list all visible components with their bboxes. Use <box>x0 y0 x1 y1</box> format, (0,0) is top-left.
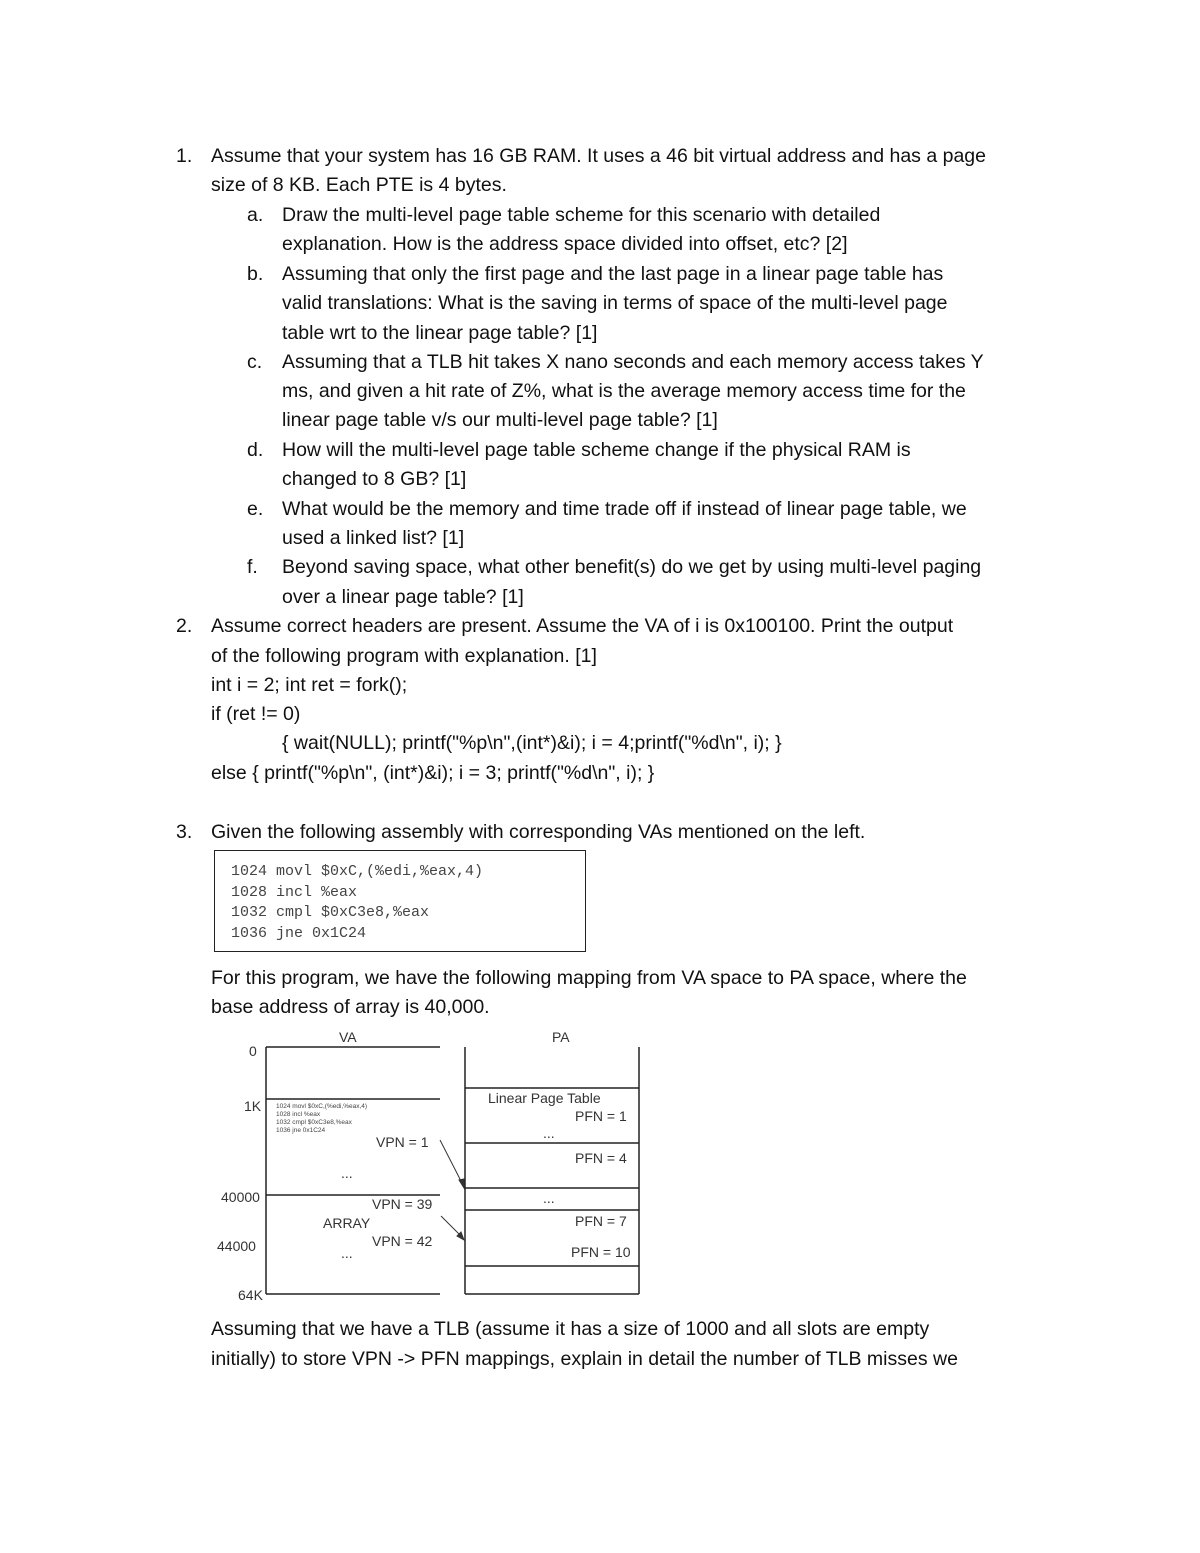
va-label-0: 0 <box>249 1043 257 1059</box>
q2-text-line1: Assume correct headers are present. Assume the VA of i is 0x100100. Print the output <box>211 615 954 637</box>
assembly-line: 1024 movl $0xC,(%edi,%eax,4) <box>231 863 484 880</box>
q1a-line1: Draw the multi-level page table scheme for this scenario with detailed <box>282 204 881 226</box>
mini-code-line: 1028 incl %eax <box>276 1111 321 1118</box>
q3-number: 3. <box>176 821 193 843</box>
q1b-line2: valid translations: What is the saving in terms of space of the multi-level page <box>282 292 948 314</box>
q1c-line2: ms, and given a hit rate of Z%, what is the average memory access time for the <box>282 380 966 402</box>
q1d-letter: d. <box>247 439 264 461</box>
pa-title: PA <box>552 1029 570 1045</box>
arrow-vpn39-to-pfn7 <box>441 1216 461 1236</box>
q1d-line1: How will the multi-level page table scheme change if the physical RAM is <box>282 439 911 461</box>
q1c-line3: linear page table v/s our multi-level page table? [1] <box>282 409 718 431</box>
q2-code-line2: if (ret != 0) <box>211 703 301 725</box>
arrow-head-icon <box>459 1179 464 1188</box>
assembly-line: 1028 incl %eax <box>231 884 358 901</box>
q1b-letter: b. <box>247 263 264 285</box>
q1e-line2: used a linked list? [1] <box>282 527 465 549</box>
va-space-box <box>266 1047 440 1294</box>
q1-number: 1. <box>176 145 193 167</box>
array-label: ARRAY <box>323 1215 371 1231</box>
assembly-line: 1032 cmpl $0xC3e8,%eax <box>231 904 430 921</box>
q1a-letter: a. <box>247 204 264 226</box>
q3-mapping-line2: base address of array is 40,000. <box>211 996 490 1018</box>
q1a-line2: explanation. How is the address space divided into offset, etc? [2] <box>282 233 848 255</box>
va-label-1k: 1K <box>244 1098 262 1114</box>
va-mini-code <box>276 1103 367 1134</box>
q1e-line1: What would be the memory and time trade off if instead of linear page table, we <box>282 498 967 520</box>
mapping-arrows <box>440 1140 464 1240</box>
q1-text-line2: size of 8 KB. Each PTE is 4 bytes. <box>211 174 507 196</box>
va-title: VA <box>339 1029 357 1045</box>
pa-linear-page-table: Linear Page Table <box>488 1090 601 1106</box>
q3-mapping-line1: For this program, we have the following mapping from VA space to PA space, where the <box>211 967 967 989</box>
pa-ellipsis: ... <box>543 1125 555 1141</box>
q1e-letter: e. <box>247 498 264 520</box>
vpn-1-label: VPN = 1 <box>376 1134 429 1150</box>
va-ellipsis: ... <box>341 1165 353 1181</box>
va-label-44000: 44000 <box>217 1238 256 1254</box>
q2-code-line3: { wait(NULL); printf("%p\n",(int*)&i); i = 4;printf("%d\n", i); } <box>282 732 782 754</box>
pfn-1-label: PFN = 1 <box>575 1108 627 1124</box>
q1c-letter: c. <box>247 351 263 373</box>
va-label-40000: 40000 <box>221 1189 260 1205</box>
q1f-line1: Beyond saving space, what other benefit(s) do we get by using multi-level paging <box>282 556 982 578</box>
arrow-vpn1-to-pfn4 <box>440 1140 462 1183</box>
q2-number: 2. <box>176 615 193 637</box>
q2-code-line4: else { printf("%p\n", (int*)&i); i = 3; printf("%d\n", i); } <box>211 762 655 784</box>
vpn-39-label: VPN = 39 <box>372 1196 433 1212</box>
mini-code-line: 1036 jne 0x1C24 <box>276 1127 326 1134</box>
q1f-letter: f. <box>247 556 258 578</box>
q1c-line1: Assuming that a TLB hit takes X nano seconds and each memory access takes Y <box>282 351 984 373</box>
pfn-10-label: PFN = 10 <box>571 1244 631 1260</box>
q1d-line2: changed to 8 GB? [1] <box>282 468 467 490</box>
q1b-line3: table wrt to the linear page table? [1] <box>282 322 598 344</box>
pfn-4-label: PFN = 4 <box>575 1150 627 1166</box>
q3-text-line1: Given the following assembly with corresponding VAs mentioned on the left. <box>211 821 866 843</box>
va-label-64k: 64K <box>238 1287 263 1303</box>
pfn-7-label: PFN = 7 <box>575 1213 627 1229</box>
q3-tlb-line1: Assuming that we have a TLB (assume it has a size of 1000 and all slots are empty <box>211 1318 930 1340</box>
vpn-42-label: VPN = 42 <box>372 1233 433 1249</box>
q3-tlb-line2: initially) to store VPN -> PFN mappings, explain in detail the number of TLB misses we <box>211 1348 958 1370</box>
q2-code-line1: int i = 2; int ret = fork(); <box>211 674 408 696</box>
q1-text-line1: Assume that your system has 16 GB RAM. It uses a 46 bit virtual address and has a page <box>211 145 986 167</box>
q2-text-line2: of the following program with explanation. [1] <box>211 645 597 667</box>
assembly-line: 1036 jne 0x1C24 <box>231 925 367 942</box>
mini-code-line: 1032 cmpl $0xC3e8,%eax <box>276 1119 352 1126</box>
q1b-line1: Assuming that only the first page and the last page in a linear page table has <box>282 263 944 285</box>
pa-ellipsis: ... <box>543 1190 555 1206</box>
mini-code-line: 1024 movl $0xC,(%edi,%eax,4) <box>276 1103 368 1110</box>
va-ellipsis: ... <box>341 1245 353 1261</box>
q1f-line2: over a linear page table? [1] <box>282 586 524 608</box>
